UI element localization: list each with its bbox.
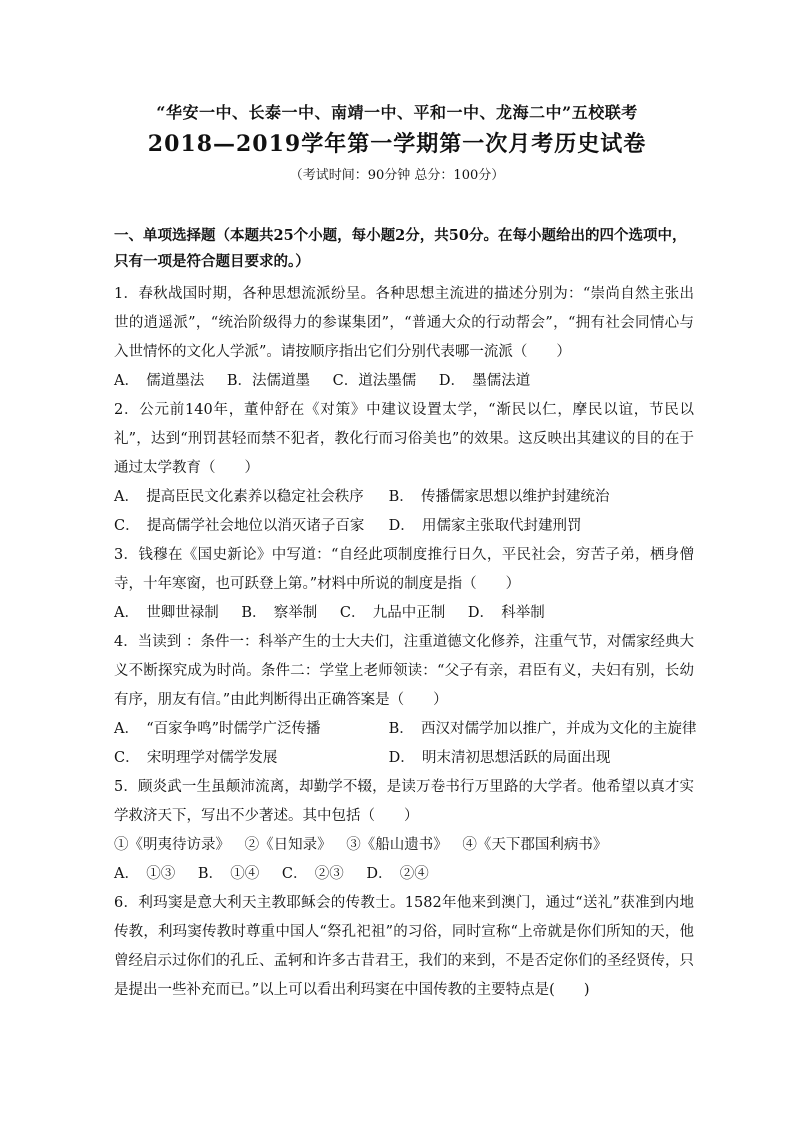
- exam-title: 2018—2019学年第一学期第一次月考历史试卷: [147, 131, 647, 157]
- option-b: B． ①④: [197, 866, 260, 882]
- book-4: ④《天下郡国利病书》: [462, 837, 608, 853]
- book-1: ①《明夷待访录》: [114, 837, 230, 853]
- option-c: C． 九品中正制: [339, 605, 446, 621]
- question-2-options-row2: [114, 512, 694, 541]
- section-heading: 一、单项选择题（本题共25个小题，每小题2分，共50分。在每小题给出的四个选项中，只有一项是符合题目要求的。）: [114, 227, 687, 270]
- question-1-options: [114, 367, 694, 396]
- question-3-options: [114, 599, 694, 628]
- schools-header: “华安一中、长泰一中、南靖一中、平和一中、龙海二中”五校联考: [156, 103, 638, 122]
- option-d: D． 墨儒法道: [438, 373, 531, 389]
- option-b: B． 察举制: [241, 605, 318, 621]
- question-6-stem: 6．利玛窦是意大利天主教耶稣会的传教士。1582年他来到澳门，通过“送礼”获准到内地传教，利玛窦传教时尊重中国人“祭孔祀祖”的习俗，同时宣称“上帝就是你们所知的天，他曾经启示过你们的孔丘、孟轲和许多古昔君王，我们的来到，不是否定你们的圣经贤传，只是提出一些补充而已。”以上可以看出利玛窦在中国传教的主要特点是( ): [114, 895, 694, 998]
- exam-info: （考试时间：90分钟 总分：100分）: [289, 168, 505, 183]
- option-a: A． 世卿世禄制: [114, 605, 219, 621]
- option-c: C．道法墨儒: [332, 373, 417, 389]
- question-5-stem: 5．顾炎武一生虽颠沛流离，却勤学不辍，是读万卷书行万里路的大学者。他希望以真才实学救济天下，写出不少著述。其中包括（ ）: [114, 779, 694, 824]
- question-2-stem: 2．公元前140年，董仲舒在《对策》中建议设置太学，“渐民以仁，摩民以谊，节民以礼”，达到“刑罚甚轻而禁不犯者，教化行而习俗美也”的效果。这反映出其建议的目的在于通过太学教育（ ）: [114, 402, 694, 476]
- question-5-options: [114, 860, 694, 889]
- option-a: A． “百家争鸣”时儒学广泛传播: [114, 721, 321, 737]
- option-a: A． 提高臣民文化素养以稳定社会秩序: [114, 489, 364, 505]
- book-2: ②《日知录》: [244, 837, 332, 853]
- option-d: D． 科举制: [467, 605, 545, 621]
- option-c: C． 提高儒学社会地位以消灭诸子百家: [114, 518, 365, 534]
- option-d: D． 明末清初思想活跃的局面出现: [388, 750, 611, 766]
- option-a: A． 儒道墨法: [114, 373, 205, 389]
- question-2-options-row1: [114, 483, 694, 512]
- question-4-options-row2: [114, 744, 694, 773]
- option-d: D． ②④: [366, 866, 429, 882]
- option-b: B． 西汉对儒学加以推广，并成为文化的主旋律: [388, 721, 697, 737]
- question-4-stem: 4．当读到 ：条件一：科举产生的士大夫们，注重道德文化修养，注重气节，对儒家经典大义不断探究成为时尚。条件二：学堂上老师领读：“父子有亲，君臣有义，夫妇有别，长幼有序，朋友有信。”由此判断得出正确答案是（ ）: [114, 634, 694, 708]
- option-b: B．法儒道墨: [226, 373, 310, 389]
- option-b: B． 传播儒家思想以维护封建统治: [388, 489, 610, 505]
- question-3-stem: 3．钱穆在《国史新论》中写道：“自经此项制度推行日久，平民社会，穷苦子弟，栖身僧寺，十年寒窗，也可跃登上第。”材料中所说的制度是指（ ）: [114, 547, 694, 592]
- question-1-stem: 1．春秋战国时期，各种思想流派纷呈。各种思想主流进的描述分别为：“崇尚自然主张出世的逍遥派”，“统治阶级得力的参谋集团”，“普通大众的行动帮会”，“拥有社会同情心与入世情怀的文化人学派”。请按顺序指出它们分别代表哪一流派（ ）: [114, 286, 694, 360]
- book-3: ③《船山遗书》: [346, 837, 448, 853]
- option-c: C． ②③: [281, 866, 344, 882]
- option-d: D． 用儒家主张取代封建刑罚: [388, 518, 582, 534]
- question-5-books: [114, 831, 694, 860]
- option-c: C． 宋明理学对儒学发展: [114, 750, 278, 766]
- option-a: A． ①③: [114, 866, 176, 882]
- questions-list: [114, 280, 697, 1005]
- question-4-options-row1: [114, 715, 697, 744]
